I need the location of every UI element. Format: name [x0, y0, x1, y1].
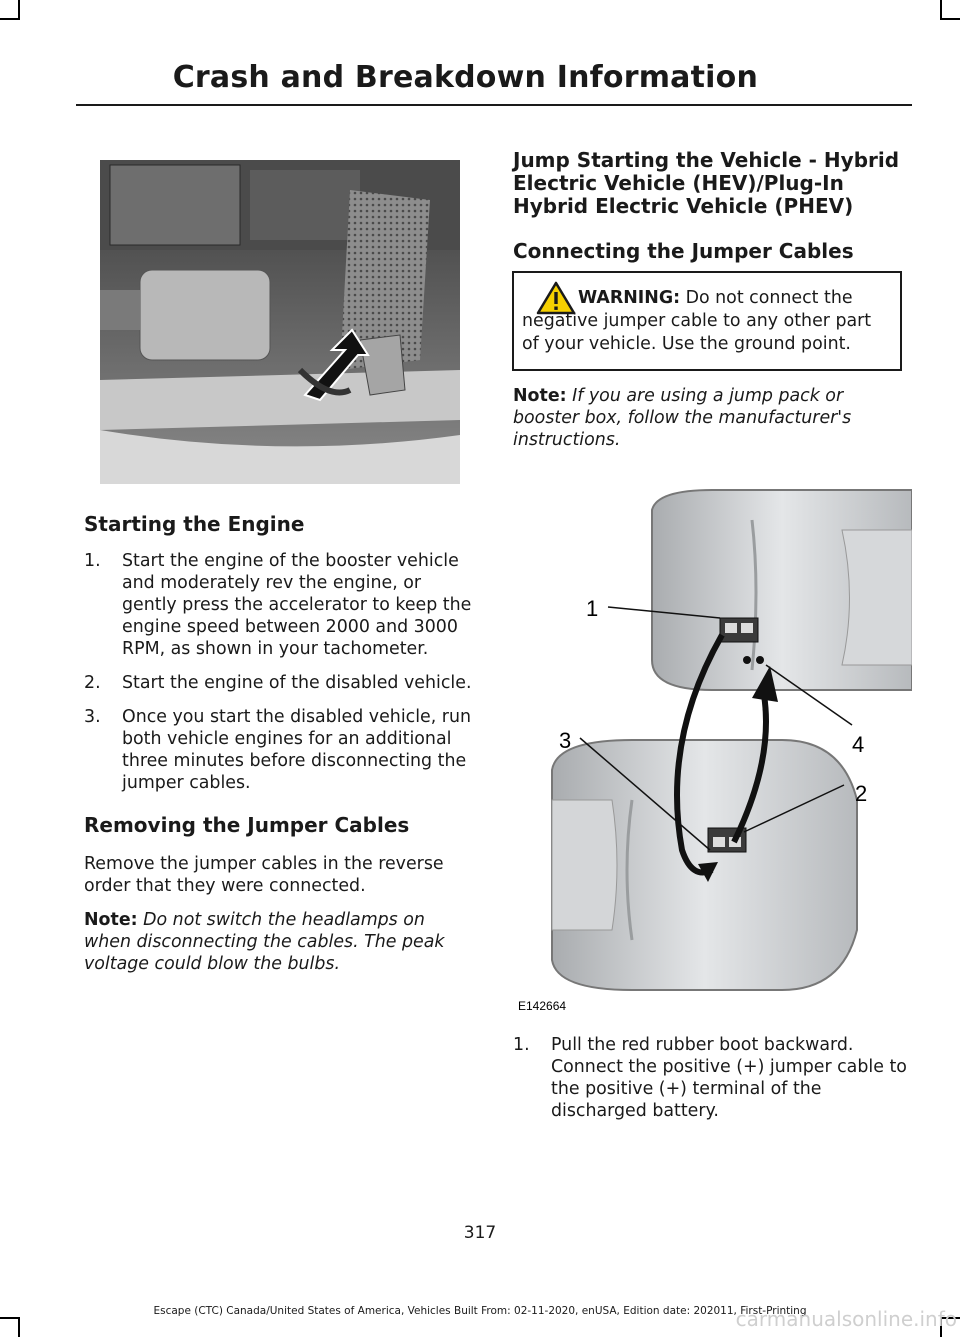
note-label: Note:: [513, 386, 567, 406]
removing-cables-heading: Removing the Jumper Cables: [84, 813, 410, 837]
diagram-code: E142664: [518, 999, 567, 1013]
list-item: [84, 672, 476, 694]
list-item: [513, 1034, 908, 1122]
warning-text: Do not connect the negative jumper cable to any other part of your vehicle. Use the ground point.: [522, 288, 872, 354]
starting-steps-list: [84, 550, 476, 794]
jump-pack-note: [513, 385, 905, 451]
page-number: 317: [463, 1223, 497, 1243]
step-text: Start the engine of the booster vehicle and moderately rev the engine, or gently press the accelerator to keep the engine speed between 2000 and 3000 RPM, as shown in your tachometer.: [122, 551, 472, 659]
connecting-steps-list: [513, 1034, 908, 1122]
list-item: [84, 550, 476, 660]
watermark-text: carmanualsonline.info: [735, 1307, 957, 1331]
crop-mark: [18, 0, 20, 20]
diagram-label-4: 4: [852, 732, 865, 757]
headlamps-note: [84, 909, 476, 975]
starting-engine-heading: Starting the Engine: [84, 512, 305, 536]
step-number: 1.: [84, 551, 101, 571]
crop-mark: [0, 18, 20, 20]
jumper-cable-diagram: [512, 470, 912, 1015]
diagram-label-2: 2: [855, 781, 868, 806]
crop-mark: [940, 0, 942, 20]
step-number: 1.: [513, 1035, 530, 1055]
crop-mark: [940, 18, 960, 20]
edition-footer: Escape (CTC) Canada/United States of America, Vehicles Built From: 02-11-2020, enUSA, Edition date: 202011, First-Printing: [153, 1305, 807, 1317]
diagram-label-3: 3: [559, 728, 572, 753]
crop-mark: [0, 1317, 20, 1319]
note-label: Note:: [84, 910, 138, 930]
warning-label: WARNING:: [578, 288, 681, 308]
note-text: Do not switch the headlamps on when disconnecting the cables. The peak voltage could blow the bulbs.: [84, 910, 445, 974]
list-item: [84, 706, 476, 794]
warning-box: [512, 271, 902, 371]
diagram-label-1: 1: [586, 596, 599, 621]
step-text: Start the engine of the disabled vehicle.: [122, 673, 472, 693]
removing-cables-text: Remove the jumper cables in the reverse order that they were connected.: [84, 854, 444, 896]
warning-text-block: [522, 287, 892, 356]
page-header-title: Crash and Breakdown Information: [172, 60, 758, 95]
step-number: 3.: [84, 707, 101, 727]
note-text: If you are using a jump pack or booster box, follow the manufacturer's instructions.: [513, 386, 852, 450]
header-divider: [76, 104, 912, 106]
crop-mark: [18, 1317, 20, 1337]
step-text: Once you start the disabled vehicle, run both vehicle engines for an additional three minutes before disconnecting the jumper cables.: [122, 707, 471, 793]
step-text: Pull the red rubber boot backward. Connect the positive (+) jumper cable to the positive (+) terminal of the discharged battery.: [551, 1035, 907, 1121]
engine-bay-image: [100, 160, 460, 484]
jump-start-heading: Jump Starting the Vehicle - Hybrid Electric Vehicle (HEV)/Plug-In Hybrid Electric Vehicle (PHEV): [513, 148, 900, 218]
step-number: 2.: [84, 673, 101, 693]
connecting-cables-heading: Connecting the Jumper Cables: [513, 239, 854, 263]
